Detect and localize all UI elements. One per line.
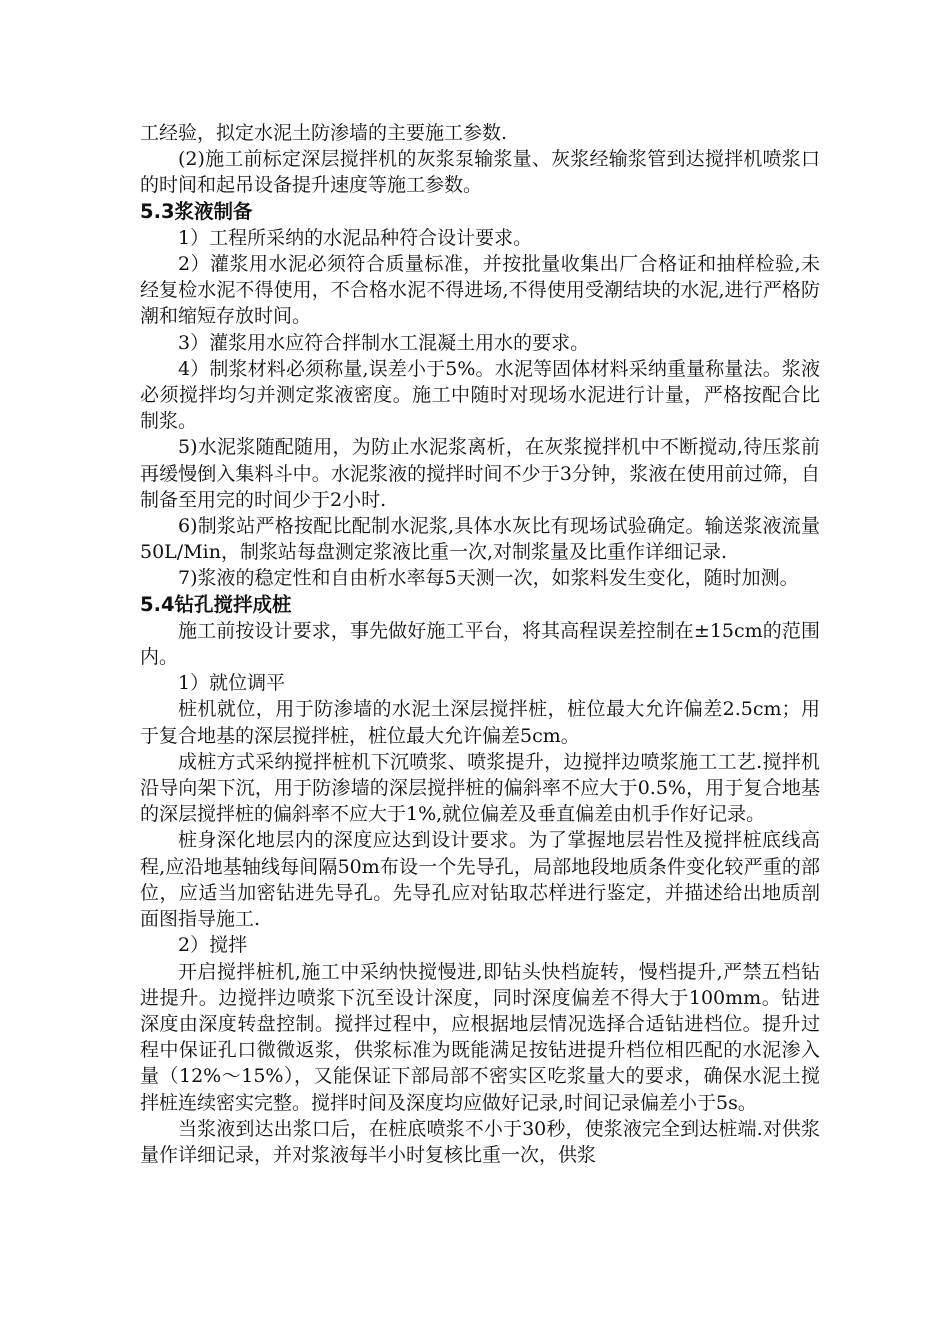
document-page	[140, 120, 820, 1168]
paragraph: (2)施工前标定深层搅拌机的灰浆泵输浆量、灰浆经输浆管到达搅拌机喷浆口的时间和起吊设备提升速度等施工参数。	[140, 148, 820, 197]
paragraph: 桩机就位，用于防渗墙的水泥土深层搅拌桩，桩位最大允许偏差2.5cm；用于复合地基的深层搅拌桩，桩位最大允许偏差5cm。	[140, 698, 820, 747]
paragraph: 5)水泥浆随配随用，为防止水泥浆离析，在灰浆搅拌机中不断搅动,待压浆前再缓慢倒入集料斗中。水泥浆液的搅拌时间不少于3分钟，浆液在使用前过筛，自制备至用完的时间少于2小时.	[140, 436, 820, 511]
paragraph: 3）灌浆用水应符合拌制水工混凝土用水的要求。	[178, 331, 590, 354]
section-heading: 5.3浆液制备	[140, 199, 253, 223]
paragraph: 成桩方式采纳搅拌桩机下沉喷浆、喷浆提升，边搅拌边喷浆施工工艺.搅拌机沿导向架下沉，用于防渗墙的深层搅拌桩的偏斜率不应大于0.5%，用于复合地基的深层搅拌桩的偏斜率不应大于1%,就位偏差及垂直偏差由机手作好记录。	[140, 750, 820, 826]
paragraph: 2）灌浆用水泥必须符合质量标准，并按批量收集出厂合格证和抽样检验,未经复检水泥不得使用，不合格水泥不得进场,不得使用受潮结块的水泥,进行严格防潮和缩短存放时间。	[140, 253, 820, 328]
paragraph: 施工前按设计要求，事先做好施工平台，将其高程误差控制在±15cm的范围内。	[140, 619, 820, 669]
paragraph: 1）工程所采纳的水泥品种符合设计要求。	[178, 226, 533, 249]
paragraph: 开启搅拌桩机,施工中采纳快搅慢进,即钻头快档旋转，慢档提升,严禁五档钻进提升。边搅拌边喷浆下沉至设计深度，同时深度偏差不得大于100mm。钻进深度由深度转盘控制。搅拌过程中，应根据地层情况选择合适钻进档位。提升过程中保证孔口微微返浆，供浆标准为既能满足按钻进提升档位相匹配的水泥渗入量（12%～15%），又能保证下部局部不密实区吃浆量大的要求，确保水泥土搅拌桩连续密实完整。搅拌时间及深度均应做好记录,时间记录偏差小于5s。	[140, 960, 820, 1114]
paragraph: 工经验，拟定水泥土防渗墙的主要施工参数.	[140, 122, 508, 144]
paragraph: 6)制浆站严格按配比配制水泥浆,具体水灰比有现场试验确定。输送浆液流量50L/Min，制浆站每盘测定浆液比重一次,对制浆量及比重作详细记录.	[140, 515, 820, 564]
paragraph: 当浆液到达出浆口后，在桩底喷浆不小于30秒，使浆液完全到达桩端.对供浆量作详细记录，并对浆液每半小时复核比重一次，供浆	[140, 1117, 820, 1166]
paragraph: 4）制浆材料必须称量,误差小于5%。水泥等固体材料采纳重量称量法。浆液必须搅拌均匀并测定浆液密度。施工中随时对现场水泥进行计量，严格按配合比制浆。	[140, 357, 820, 433]
section-heading: 5.4钻孔搅拌成桩	[140, 592, 292, 616]
paragraph: 7)浆液的稳定性和自由析水率每5天测一次，如浆料发生变化，随时加测。	[178, 567, 799, 590]
paragraph: 2）搅拌	[178, 934, 248, 957]
paragraph: 1）就位调平	[178, 672, 286, 695]
paragraph: 桩身深化地层内的深度应达到设计要求。为了掌握地层岩性及搅拌桩底线高程,应沿地基轴线每间隔50m布设一个先导孔，局部地段地质条件变化较严重的部位，应适当加密钻进先导孔。先导孔应对钻取芯样进行鉴定，并描述给出地质剖面图指导施工.	[140, 829, 820, 931]
